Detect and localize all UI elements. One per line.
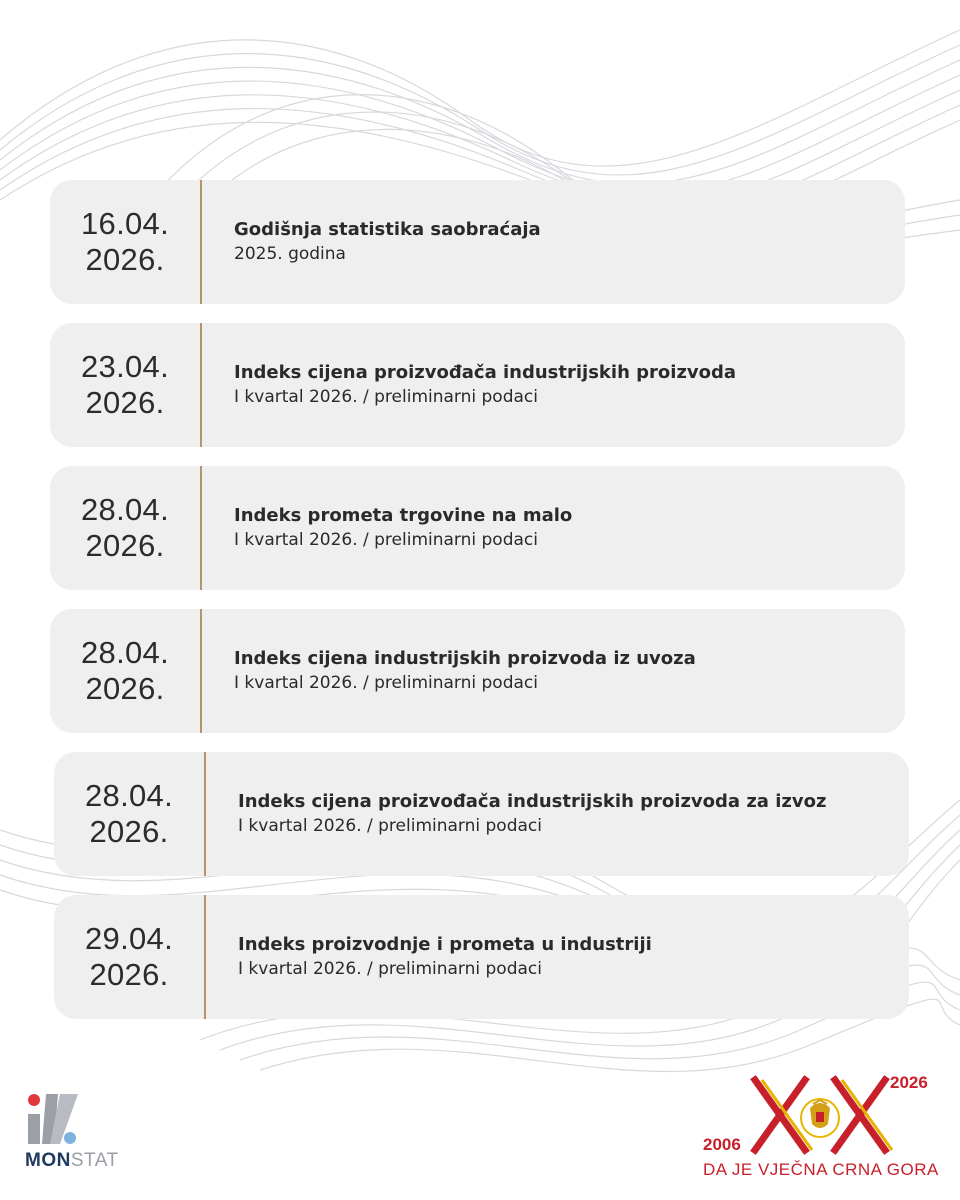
- event-date-year: 2026.: [85, 528, 165, 563]
- event-date: [50, 609, 200, 733]
- event-date: [50, 180, 200, 304]
- event-text: [234, 180, 895, 304]
- event-text: [238, 895, 899, 1019]
- event-text: [234, 323, 895, 447]
- event-date-day: 16.04.: [81, 206, 169, 241]
- event-card: [50, 323, 905, 447]
- event-date-year: 2026.: [85, 242, 165, 277]
- anniversary-motto: DA JE VJEČNA CRNA GORA: [703, 1160, 939, 1179]
- event-text: [234, 609, 895, 733]
- event-title: Indeks proizvodnje i prometa u industriji: [238, 934, 652, 955]
- event-date: [54, 895, 204, 1019]
- event-divider: [200, 180, 202, 304]
- event-card: [54, 895, 909, 1019]
- anniversary-year-start: 2006: [703, 1135, 741, 1154]
- event-subtitle: I kvartal 2026. / preliminarni podaci: [234, 530, 538, 550]
- event-card: [50, 466, 905, 590]
- logo-text-stat: STAT: [70, 1150, 119, 1171]
- event-title: Indeks cijena proizvođača industrijskih proizvoda za izvoz: [238, 791, 827, 812]
- event-subtitle: I kvartal 2026. / preliminarni podaci: [234, 673, 538, 693]
- event-divider: [204, 895, 206, 1019]
- event-date-day: 29.04.: [85, 921, 173, 956]
- event-date-day: 28.04.: [85, 778, 173, 813]
- event-text: [238, 752, 899, 876]
- event-subtitle: 2025. godina: [234, 244, 346, 264]
- event-date: [54, 752, 204, 876]
- event-date-year: 2026.: [89, 814, 169, 849]
- event-title: Indeks prometa trgovine na malo: [234, 505, 573, 526]
- event-date: [50, 466, 200, 590]
- monstat-logo-text: [25, 1150, 119, 1172]
- event-text: [234, 466, 895, 590]
- event-divider: [204, 752, 206, 876]
- event-divider: [200, 323, 202, 447]
- event-subtitle: I kvartal 2026. / preliminarni podaci: [234, 387, 538, 407]
- event-date-year: 2026.: [89, 957, 169, 992]
- event-card: [54, 752, 909, 876]
- event-date-day: 28.04.: [81, 635, 169, 670]
- event-title: Godišnja statistika saobraćaja: [234, 219, 541, 240]
- logo-text-mon: MON: [25, 1150, 71, 1171]
- event-divider: [200, 466, 202, 590]
- event-title: Indeks cijena industrijskih proizvoda iz uvoza: [234, 648, 696, 669]
- event-date: [50, 323, 200, 447]
- event-date-year: 2026.: [85, 671, 165, 706]
- event-divider: [200, 609, 202, 733]
- event-card: [50, 180, 905, 304]
- anniversary-year-end: 2026: [890, 1073, 928, 1092]
- event-title: Indeks cijena proizvođača industrijskih proizvoda: [234, 362, 737, 383]
- event-date-year: 2026.: [85, 385, 165, 420]
- event-subtitle: I kvartal 2026. / preliminarni podaci: [238, 959, 542, 979]
- event-subtitle: I kvartal 2026. / preliminarni podaci: [238, 816, 542, 836]
- event-date-day: 28.04.: [81, 492, 169, 527]
- event-date-day: 23.04.: [81, 349, 169, 384]
- event-card: [50, 609, 905, 733]
